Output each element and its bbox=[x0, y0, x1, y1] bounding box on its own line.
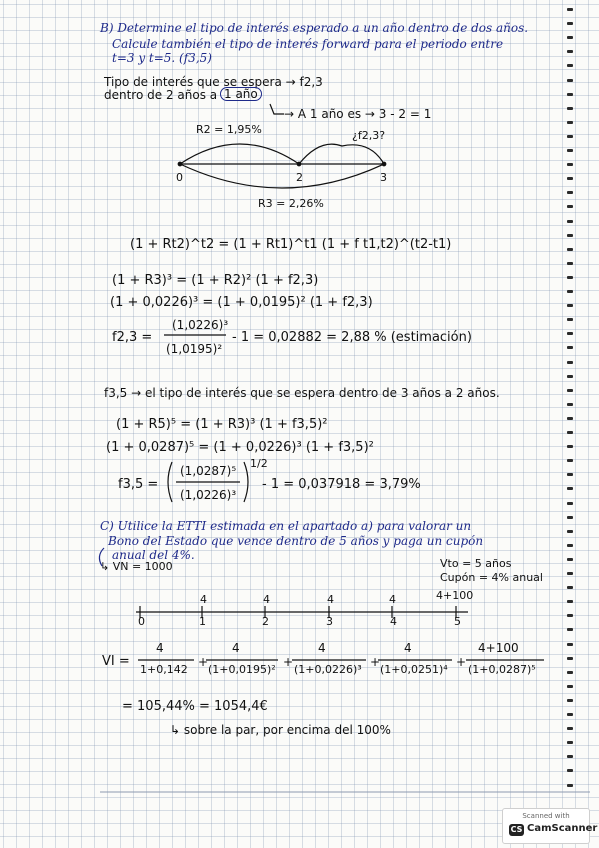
fraction-4-denominator: (1+0,0251)⁴ bbox=[380, 663, 448, 676]
plus-1: + bbox=[198, 655, 209, 669]
f23-result: - 1 = 0,02882 = 2,88 % (estimación) bbox=[232, 330, 472, 345]
fraction-5-denominator: (1+0,0287)⁵ bbox=[468, 663, 536, 676]
note-line1: Tipo de interés que se espera → f2,3 bbox=[104, 75, 323, 89]
plus-4: + bbox=[456, 655, 467, 669]
timeline1-tick-0: 0 bbox=[176, 171, 183, 184]
timeline2-tick-0: 0 bbox=[138, 615, 145, 628]
fraction-3-denominator: (1+0,0226)³ bbox=[294, 663, 362, 676]
formula-general: (1 + Rt2)^t2 = (1 + Rt1)^t1 (1 + f t1,t2)^(t2-t1) bbox=[130, 237, 452, 252]
timeline2-tick-2: 2 bbox=[262, 615, 269, 628]
f35-exponent: 1/2 bbox=[250, 457, 268, 470]
part-b-question-line2: Calcule también el tipo de interés forward para el periodo entre bbox=[112, 37, 504, 51]
f23-lhs: f2,3 = bbox=[112, 330, 153, 345]
scanned-with-text: Scanned with bbox=[522, 812, 570, 820]
fraction-4-numerator: 4 bbox=[404, 641, 412, 655]
r3-label: R3 = 2,26% bbox=[258, 197, 324, 210]
f35-denominator: (1,0226)³ bbox=[180, 488, 237, 502]
vn-label: ↳ VN = 1000 bbox=[100, 560, 173, 573]
f23-label: ¿f2,3? bbox=[352, 129, 386, 142]
f35-left-paren bbox=[168, 462, 172, 502]
fraction-5-numerator: 4+100 bbox=[478, 641, 519, 655]
vi-label: VI = bbox=[102, 654, 130, 669]
fraction-1-denominator: 1+0,142 bbox=[140, 663, 188, 676]
plus-2: + bbox=[283, 655, 294, 669]
timeline1-tick-3: 3 bbox=[380, 171, 387, 184]
cashflow-year2: 4 bbox=[263, 593, 270, 606]
part-c-question-line2: Bono del Estado que vence dentro de 5 años y paga un cupón bbox=[108, 534, 484, 548]
f23-denominator: (1,0195)² bbox=[166, 342, 223, 356]
arc-f23 bbox=[299, 144, 384, 164]
timeline2-tick-4: 4 bbox=[390, 615, 397, 628]
fraction-1-numerator: 4 bbox=[156, 641, 164, 655]
arc-r3 bbox=[180, 164, 384, 188]
r2-label: R2 = 1,95% bbox=[196, 123, 262, 136]
vto-label: Vto = 5 años bbox=[440, 557, 512, 570]
note-line2: dentro de 2 años a bbox=[104, 88, 218, 102]
cupon-label: Cupón = 4% anual bbox=[440, 571, 543, 584]
equation-2: (1 + 0,0226)³ = (1 + 0,0195)² (1 + f2,3) bbox=[110, 295, 373, 310]
vi-result: = 105,44% = 1054,4€ bbox=[122, 699, 268, 714]
cashflow-year3: 4 bbox=[327, 593, 334, 606]
f35-title: f3,5 → el tipo de interés que se espera dentro de 3 años a 2 años. bbox=[104, 386, 500, 400]
camscanner-stamp bbox=[502, 808, 598, 844]
timeline2-tick-3: 3 bbox=[326, 615, 333, 628]
fraction-3-numerator: 4 bbox=[318, 641, 326, 655]
f23-numerator: (1,0226)³ bbox=[172, 318, 229, 332]
cashflow-year1: 4 bbox=[200, 593, 207, 606]
part-c-question-line3: anual del 4%. bbox=[112, 548, 195, 562]
part-b-question-line1: B) Determine el tipo de interés esperado a un año dentro de dos años. bbox=[100, 21, 529, 35]
f35-lhs: f3,5 = bbox=[118, 477, 159, 492]
part-c-brace bbox=[99, 548, 104, 566]
fraction-2-denominator: (1+0,0195)² bbox=[208, 663, 276, 676]
cashflow-year4: 4 bbox=[389, 593, 396, 606]
part-b-question-line3: t=3 y t=5. (f3,5) bbox=[112, 51, 212, 65]
f35-result: - 1 = 0,037918 = 3,79% bbox=[262, 477, 421, 492]
conclusion: ↳ sobre la par, por encima del 100% bbox=[170, 723, 391, 737]
equation-1: (1 + R3)³ = (1 + R2)² (1 + f2,3) bbox=[112, 273, 319, 288]
fraction-2-numerator: 4 bbox=[232, 641, 240, 655]
equation-3: (1 + R5)⁵ = (1 + R3)³ (1 + f3,5)² bbox=[116, 417, 328, 432]
arc-r2 bbox=[180, 144, 299, 164]
camscanner-logo-icon: CS bbox=[510, 825, 523, 834]
timeline2-tick-5: 5 bbox=[454, 615, 461, 628]
timeline2-tick-1: 1 bbox=[199, 615, 206, 628]
f35-right-paren bbox=[244, 462, 248, 502]
arrow-note: → A 1 año es → 3 - 2 = 1 bbox=[284, 107, 432, 121]
timeline1-tick-2: 2 bbox=[296, 171, 303, 184]
plus-3: + bbox=[370, 655, 381, 669]
f35-numerator: (1,0287)⁵ bbox=[180, 464, 237, 478]
part-c-question-line1: C) Utilice la ETTI estimada en el apartado a) para valorar un bbox=[100, 519, 472, 533]
equation-4: (1 + 0,0287)⁵ = (1 + 0,0226)³ (1 + f3,5)² bbox=[106, 440, 374, 455]
note-hook-arrow bbox=[270, 104, 284, 114]
cashflow-year5: 4+100 bbox=[436, 589, 474, 602]
camscanner-brand: CamScanner bbox=[527, 823, 598, 834]
note-boxed: 1 año bbox=[220, 87, 262, 101]
